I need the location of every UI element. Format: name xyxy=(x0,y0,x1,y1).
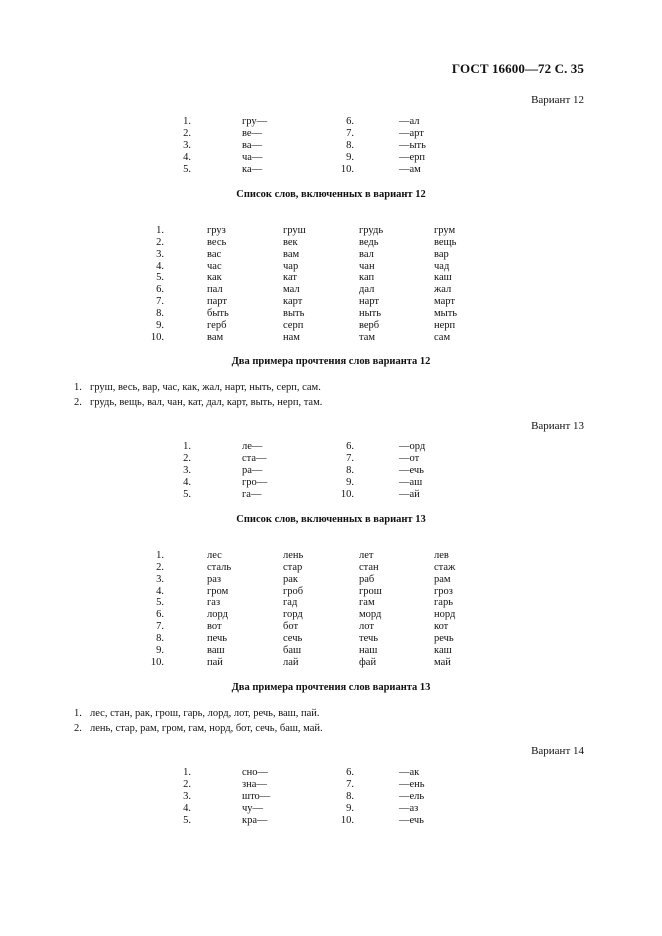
word-cell: весь xyxy=(207,236,227,248)
word-row-number: 10. xyxy=(150,331,164,343)
word-row-number: 6. xyxy=(156,609,164,621)
word-cell: фай xyxy=(359,656,377,668)
reading-number: 2. xyxy=(74,397,82,408)
word-cell: час xyxy=(207,260,222,272)
word-cell: грудь xyxy=(359,225,384,236)
word-cell: вот xyxy=(207,621,222,633)
ending-number: 6. xyxy=(346,441,354,452)
word-cell: рам xyxy=(434,573,451,585)
word-cell: каш xyxy=(434,644,452,656)
word-cell: нам xyxy=(283,331,300,343)
word-cell: карт xyxy=(283,296,303,308)
word-cell: рак xyxy=(283,573,299,585)
word-cell: лот xyxy=(359,621,374,633)
word-cell: горд xyxy=(283,609,303,621)
word-stem: ка— xyxy=(242,164,263,175)
word-cell: стан xyxy=(359,561,379,573)
word-cell: чар xyxy=(283,260,299,272)
ending-number: 10. xyxy=(340,164,354,175)
word-ending: —ам xyxy=(399,164,421,175)
word-cell: чан xyxy=(359,260,375,272)
word-ending: —аш xyxy=(399,477,423,488)
ending-number: 9. xyxy=(346,152,354,163)
stem-number: 5. xyxy=(183,164,191,175)
word-cell: грум xyxy=(434,225,456,236)
word-cell: жал xyxy=(434,284,452,296)
word-cell: течь xyxy=(359,632,379,644)
word-cell: грош xyxy=(359,585,382,597)
ending-number: 10. xyxy=(340,489,354,500)
word-cell: нарт xyxy=(359,296,379,308)
word-cell: кат xyxy=(283,272,297,284)
word-cell: выть xyxy=(283,307,305,319)
reading-number: 1. xyxy=(74,382,82,393)
word-cell: лев xyxy=(434,550,449,561)
word-stem: ча— xyxy=(242,152,263,163)
word-cell: гроб xyxy=(283,585,304,597)
word-cell: печь xyxy=(207,632,228,644)
word-cell: морд xyxy=(359,609,382,621)
word-list-title: Список слов, включенных в вариант 12 xyxy=(236,189,426,200)
word-cell: пай xyxy=(207,656,223,668)
word-ending: —аз xyxy=(399,803,419,814)
stem-number: 3. xyxy=(183,465,191,476)
word-stem: гро— xyxy=(242,477,268,488)
word-cell: бот xyxy=(283,621,299,633)
reading-number: 2. xyxy=(74,723,82,734)
stem-number: 4. xyxy=(183,803,191,814)
word-cell: раз xyxy=(207,573,222,585)
word-row-number: 6. xyxy=(156,284,164,296)
stem-number: 1. xyxy=(183,441,191,452)
ending-number: 9. xyxy=(346,803,354,814)
reading-number: 1. xyxy=(74,708,82,719)
stem-number: 1. xyxy=(183,116,191,127)
word-ending: —ал xyxy=(399,116,420,127)
word-cell: герб xyxy=(207,319,227,331)
word-cell: серп xyxy=(283,319,304,331)
word-cell: парт xyxy=(207,296,227,308)
word-cell: нерп xyxy=(434,319,456,331)
word-row-number: 8. xyxy=(156,632,164,644)
ending-number: 6. xyxy=(346,116,354,127)
word-cell: баш xyxy=(283,644,302,656)
word-ending: —ак xyxy=(399,767,420,778)
word-stem: ве— xyxy=(242,128,263,139)
word-ending: —ень xyxy=(399,779,425,790)
word-row-number: 4. xyxy=(156,260,164,272)
word-cell: сталь xyxy=(207,561,232,573)
word-cell: сечь xyxy=(283,632,303,644)
word-ending: —ерп xyxy=(399,152,426,163)
word-cell: наш xyxy=(359,644,378,656)
ending-number: 7. xyxy=(346,453,354,464)
word-cell: каш xyxy=(434,272,452,284)
word-cell: стар xyxy=(283,561,303,573)
ending-number: 7. xyxy=(346,779,354,790)
word-cell: гром xyxy=(207,585,229,597)
stem-number: 1. xyxy=(183,767,191,778)
stem-number: 2. xyxy=(183,128,191,139)
page-header: ГОСТ 16600—72 С. 35 xyxy=(451,61,584,76)
word-cell: стаж xyxy=(434,561,456,573)
reading-text: лес, стан, рак, грош, гарь, лорд, лот, речь, ваш, пай. xyxy=(90,708,320,719)
ending-number: 9. xyxy=(346,477,354,488)
word-cell: газ xyxy=(207,597,221,609)
word-cell: век xyxy=(283,236,298,248)
stem-number: 4. xyxy=(183,477,191,488)
variant-label: Вариант 12 xyxy=(531,94,584,106)
word-ending: —орд xyxy=(399,441,426,452)
word-row-number: 5. xyxy=(156,272,164,284)
word-ending: —ай xyxy=(399,489,420,500)
ending-number: 10. xyxy=(340,815,354,826)
word-stem: га— xyxy=(242,489,262,500)
word-cell: ведь xyxy=(359,236,379,248)
word-ending: —ечь xyxy=(399,465,424,476)
word-cell: мал xyxy=(283,284,300,296)
word-cell: норд xyxy=(434,609,456,621)
stem-number: 2. xyxy=(183,453,191,464)
word-stem: зна— xyxy=(242,779,267,790)
word-cell: пал xyxy=(207,284,223,296)
word-row-number: 2. xyxy=(156,236,164,248)
word-cell: дал xyxy=(359,284,375,296)
readings-title: Два примера прочтения слов варианта 12 xyxy=(231,356,431,367)
word-stem: чу— xyxy=(242,803,264,814)
word-row-number: 3. xyxy=(156,248,164,260)
word-cell: быть xyxy=(207,307,229,319)
word-stem: ра— xyxy=(242,465,263,476)
word-row-number: 4. xyxy=(156,585,164,597)
reading-text: грудь, вещь, вал, чан, кат, дал, карт, выть, нерп, там. xyxy=(90,397,323,408)
word-cell: как xyxy=(207,272,222,284)
word-cell: гам xyxy=(359,597,375,609)
word-cell: лень xyxy=(283,550,304,561)
variant-label: Вариант 13 xyxy=(531,420,584,432)
word-cell: там xyxy=(359,331,376,343)
word-cell: вам xyxy=(283,248,300,260)
word-cell: кап xyxy=(359,272,375,284)
word-row-number: 3. xyxy=(156,573,164,585)
word-cell: верб xyxy=(359,319,380,331)
word-cell: лай xyxy=(283,656,299,668)
word-stem: сно— xyxy=(242,767,269,778)
word-row-number: 5. xyxy=(156,597,164,609)
word-ending: —от xyxy=(399,453,420,464)
word-ending: —арт xyxy=(399,128,424,139)
word-cell: гад xyxy=(283,597,298,609)
word-stem: кра— xyxy=(242,815,268,826)
word-cell: лет xyxy=(359,550,374,561)
word-cell: чад xyxy=(434,260,450,272)
word-list-title: Список слов, включенных в вариант 13 xyxy=(236,514,426,525)
word-cell: кот xyxy=(434,621,449,633)
readings-title: Два примера прочтения слов варианта 13 xyxy=(231,682,431,693)
word-cell: сам xyxy=(434,331,451,343)
word-cell: вас xyxy=(207,248,222,260)
word-row-number: 1. xyxy=(156,550,164,561)
word-cell: раб xyxy=(359,573,375,585)
word-stem: ва— xyxy=(242,140,262,151)
word-ending: —ыть xyxy=(399,140,426,151)
word-cell: лорд xyxy=(207,609,228,621)
word-cell: вал xyxy=(359,248,374,260)
stem-number: 2. xyxy=(183,779,191,790)
word-cell: лес xyxy=(207,550,222,561)
word-stem: ста— xyxy=(242,453,267,464)
reading-text: лень, стар, рам, гром, гам, норд, бот, сечь, баш, май. xyxy=(90,723,323,734)
word-cell: ныть xyxy=(359,307,382,319)
word-cell: груш xyxy=(283,225,306,236)
word-stem: гру— xyxy=(242,116,268,127)
word-cell: март xyxy=(434,296,455,308)
stem-number: 3. xyxy=(183,140,191,151)
word-cell: груз xyxy=(207,225,226,236)
ending-number: 8. xyxy=(346,140,354,151)
stem-number: 4. xyxy=(183,152,191,163)
word-row-number: 9. xyxy=(156,319,164,331)
stem-number: 5. xyxy=(183,815,191,826)
word-row-number: 2. xyxy=(156,561,164,573)
stem-number: 5. xyxy=(183,489,191,500)
word-row-number: 7. xyxy=(156,621,164,633)
word-ending: —ель xyxy=(399,791,425,802)
word-row-number: 10. xyxy=(150,656,164,668)
word-row-number: 7. xyxy=(156,296,164,308)
word-cell: вам xyxy=(207,331,224,343)
ending-number: 8. xyxy=(346,465,354,476)
ending-number: 8. xyxy=(346,791,354,802)
reading-text: груш, весь, вар, час, как, жал, нарт, ныть, серп, сам. xyxy=(90,382,321,393)
word-cell: мыть xyxy=(434,307,458,319)
ending-number: 7. xyxy=(346,128,354,139)
word-cell: гроз xyxy=(434,585,453,597)
word-cell: ваш xyxy=(207,644,225,656)
ending-number: 6. xyxy=(346,767,354,778)
word-row-number: 9. xyxy=(156,644,164,656)
word-cell: вещь xyxy=(434,236,457,248)
word-cell: речь xyxy=(434,632,454,644)
word-cell: вар xyxy=(434,248,449,260)
word-stem: ле— xyxy=(242,441,263,452)
word-cell: гарь xyxy=(434,597,454,609)
word-stem: што— xyxy=(242,791,271,802)
word-ending: —ечь xyxy=(399,815,424,826)
stem-number: 3. xyxy=(183,791,191,802)
word-row-number: 8. xyxy=(156,307,164,319)
word-cell: май xyxy=(434,656,451,668)
variant-label: Вариант 14 xyxy=(531,745,584,757)
word-row-number: 1. xyxy=(156,225,164,236)
